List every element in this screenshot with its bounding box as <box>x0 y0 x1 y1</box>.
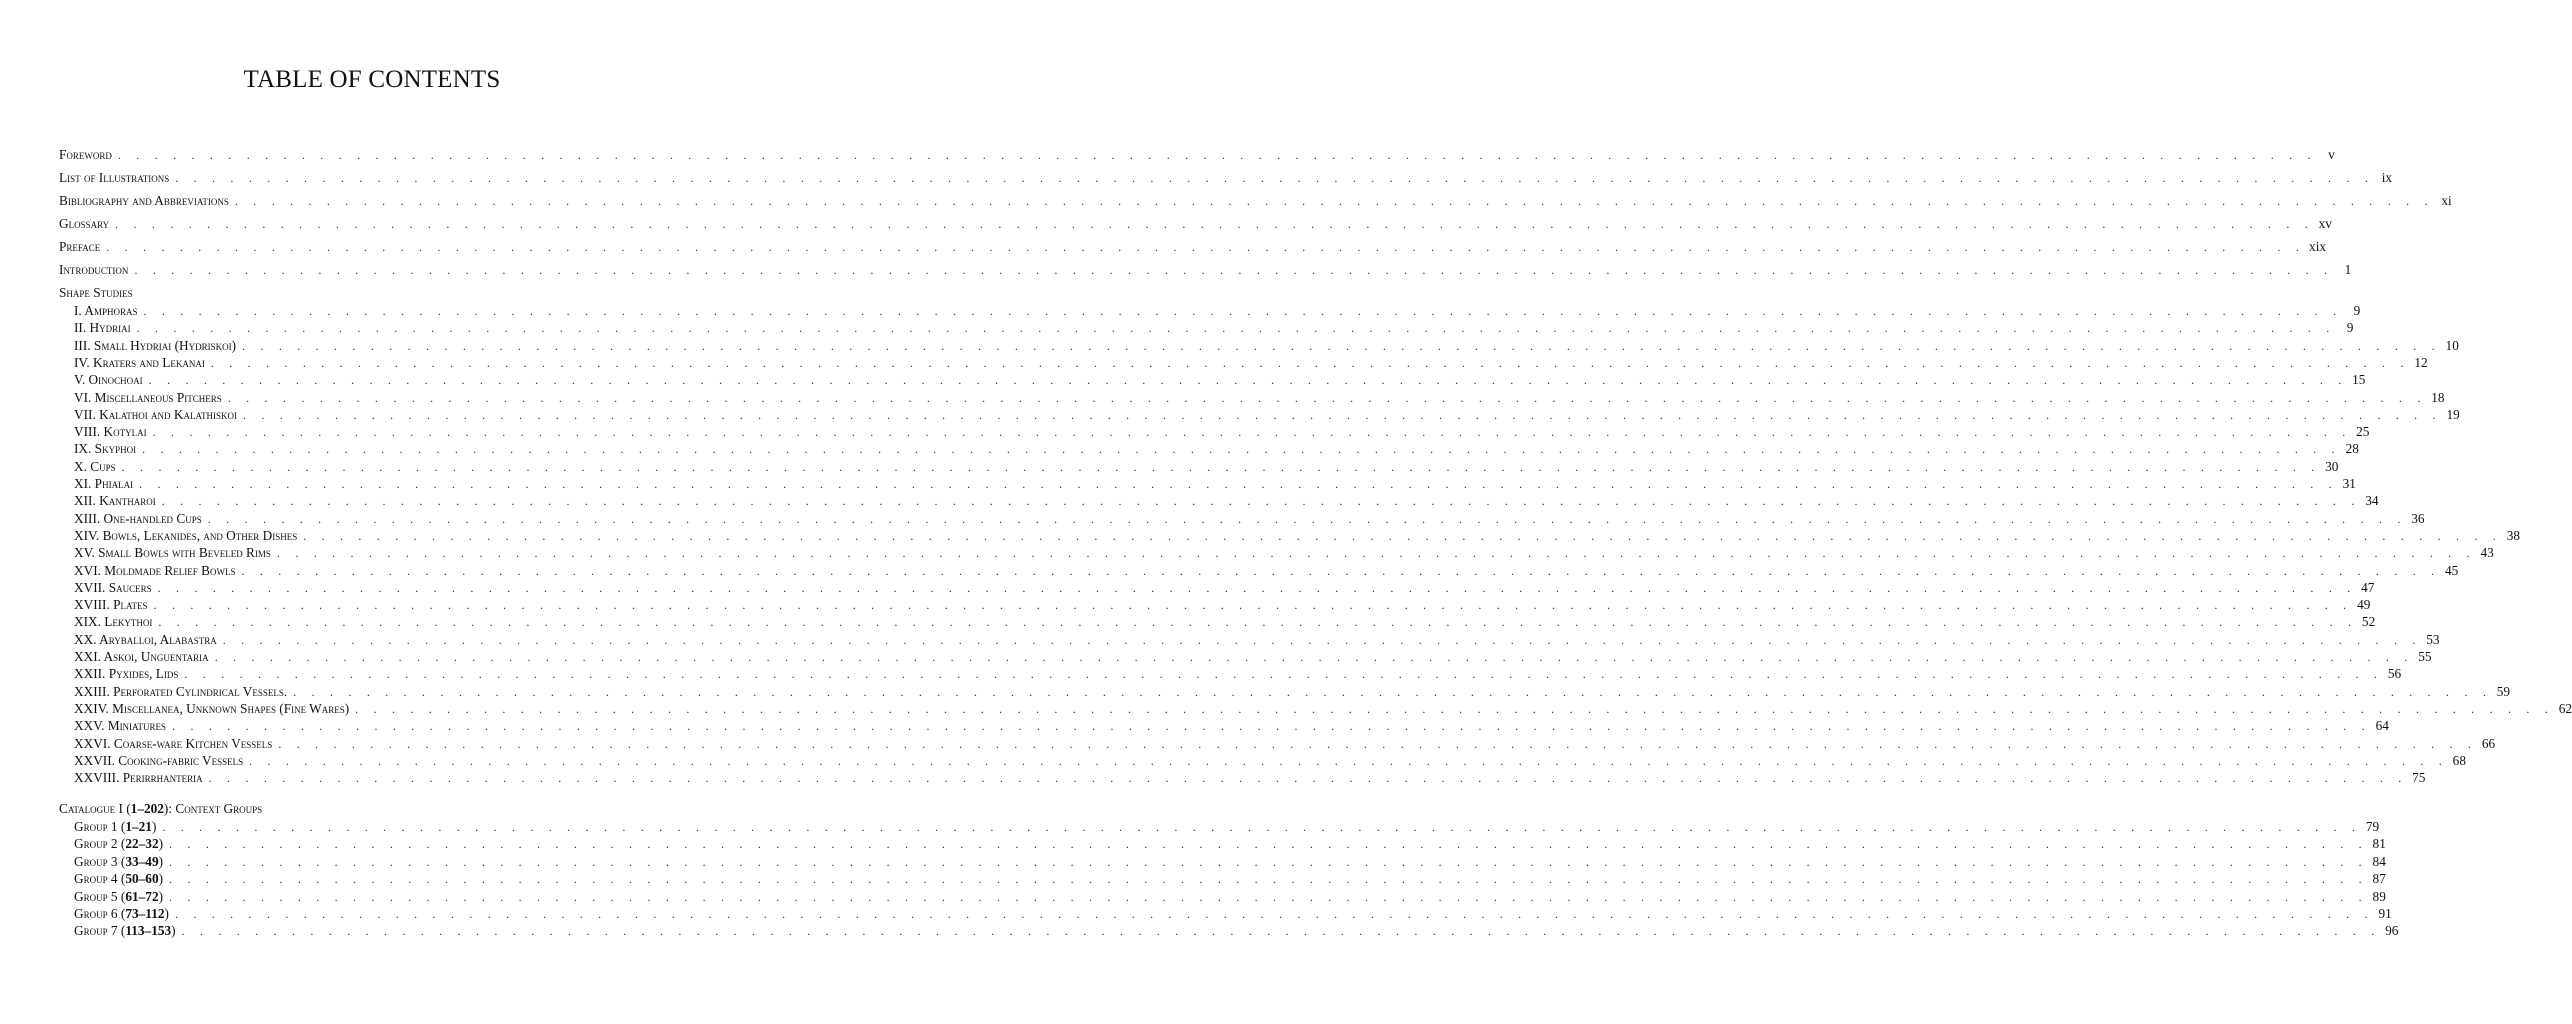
page-number: 31 <box>2342 476 2356 491</box>
entry-label: XI. Phialai <box>74 476 134 491</box>
toc-entry-glossary[interactable] <box>59 215 2332 233</box>
toc-entry-list-of-illustrations[interactable] <box>59 169 2393 187</box>
leader-dots: . . . . . . . . . . . . . . . . . . . . . . . . . . . . . . . . . . . . . . . . . . . . . . . . . . . . . . . . . . . . . . . . . . . . . . . . . . . . . . . . . . . . . . . . . . . . . . . . . . . . . . . . . . . . . . . . . . . . . . . . <box>148 373 2348 388</box>
entry-range: 113–153 <box>125 923 172 939</box>
entry-label: IV. Kraters and Lekanai <box>74 354 205 370</box>
entry-suffix: ) <box>158 853 164 869</box>
toc-entry[interactable] <box>74 648 2432 666</box>
leader-dots: . . . . . . . . . . . . . . . . . . . . . . . . . . . . . . . . . . . . . . . . . . . . . . . . . . . . . . . . . . . . . . . . . . . . . . . . . . . . . . . . . . . . . . . . . . . . . . . . . . . . . . . . . . . . . . . . . . . . . . . . <box>276 546 2476 561</box>
leader-dots: . . . . . . . . . . . . . . . . . . . . . . . . . . . . . . . . . . . . . . . . . . . . . . . . . . . . . . . . . . . . . . . . . . . . . . . . . . . . . . . . . . . . . . . . . . . . . . . . . . . . . . . . . . . . . . . . . . . . . . . . <box>134 263 2334 277</box>
entry-label: XXIII. Perforated Cylindrical Vessels. <box>74 683 288 699</box>
entry-prefix: Group 4 ( <box>74 871 126 887</box>
leader-dots: . . . . . . . . . . . . . . . . . . . . . . . . . . . . . . . . . . . . . . . . . . . . . . . . . . . . . . . . . . . . . . . . . . . . . . . . . . . . . . . . . . . . . . . . . . . . . . . . . . . . . . . . . . . . . . . . . . . . . . . . <box>169 889 2368 904</box>
page-number: 79 <box>2365 819 2380 834</box>
toc-entry[interactable] <box>74 579 2375 597</box>
page-number: 68 <box>2452 752 2466 768</box>
leader-dots: . . . . . . . . . . . . . . . . . . . . . . . . . . . . . . . . . . . . . . . . . . . . . . . . . . . . . . . . . . . . . . . . . . . . . . . . . . . . . . . . . . . . . . . . . . . . . . . . . . . . . . . . . . . . . . . . . . . . . . . . <box>355 701 2554 716</box>
page-number: 52 <box>2361 614 2376 630</box>
toc-entry-introduction[interactable] <box>59 261 2352 279</box>
entry-label <box>74 888 163 906</box>
leader-dots: . . . . . . . . . . . . . . . . . . . . . . . . . . . . . . . . . . . . . . . . . . . . . . . . . . . . . . . . . . . . . . . . . . . . . . . . . . . . . . . . . . . . . . . . . . . . . . . . . . . . . . . . . . . . . . . . . . . . . . . . <box>115 217 2314 231</box>
entry-label: Preface <box>59 239 101 254</box>
entry-label: XXI. Askoi, Unguentaria <box>74 649 209 664</box>
entry-range: 61–72 <box>125 888 159 904</box>
leader-dots: . . . . . . . . . . . . . . . . . . . . . . . . . . . . . . . . . . . . . . . . . . . . . . . . . . . . . . . . . . . . . . . . . . . . . . . . . . . . . . . . . . . . . . . . . . . . . . . . . . . . . . . . . . . . . . . . . . . . . . . . <box>184 667 2384 682</box>
toc-entry[interactable] <box>74 596 2371 614</box>
entry-label: XVI. Moldmade Relief Bowls <box>74 562 236 578</box>
entry-suffix: ) <box>158 871 164 887</box>
leader-dots: . . . . . . . . . . . . . . . . . . . . . . . . . . . . . . . . . . . . . . . . . . . . . . . . . . . . . . . . . . . . . . . . . . . . . . . . . . . . . . . . . . . . . . . . . . . . . . . . . . . . . . . . . . . . . . . . . . . . . . . . <box>222 632 2422 647</box>
entry-label <box>74 922 176 940</box>
entry-label: XXV. Miniatures <box>74 718 167 734</box>
toc-entry-foreword[interactable] <box>59 146 2335 164</box>
page-number: 10 <box>2445 337 2459 353</box>
entry-suffix: ) <box>171 923 176 939</box>
entry-label: XX. Aryballoi, Alabastra <box>74 631 217 647</box>
entry-range: 73–112 <box>125 906 165 921</box>
entry-prefix: Group 6 ( <box>74 906 126 921</box>
toc-entry[interactable] <box>74 423 2370 441</box>
section-heading-catalogue <box>59 800 262 818</box>
toc-entry[interactable] <box>74 717 2389 735</box>
leader-dots: . . . . . . . . . . . . . . . . . . . . . . . . . . . . . . . . . . . . . . . . . . . . . . . . . . . . . . . . . . . . . . . . . . . . . . . . . . . . . . . . . . . . . . . . . . . . . . . . . . . . . . . . . . . . . . . . . . . . . . . . <box>161 494 2361 509</box>
toc-entry[interactable] <box>74 613 2376 631</box>
leader-dots: . . . . . . . . . . . . . . . . . . . . . . . . . . . . . . . . . . . . . . . . . . . . . . . . . . . . . . . . . . . . . . . . . . . . . . . . . . . . . . . . . . . . . . . . . . . . . . . . . . . . . . . . . . . . . . . . . . . . . . . . <box>169 854 2368 869</box>
entry-label: IX. Skyphoi <box>74 441 137 457</box>
toc-entry[interactable] <box>74 389 2445 407</box>
entry-prefix: Group 2 ( <box>74 836 126 852</box>
leader-dots: . . . . . . . . . . . . . . . . . . . . . . . . . . . . . . . . . . . . . . . . . . . . . . . . . . . . . . . . . . . . . . . . . . . . . . . . . . . . . . . . . . . . . . . . . . . . . . . . . . . . . . . . . . . . . . . . . . . . . . . . <box>139 477 2338 491</box>
leader-dots: . . . . . . . . . . . . . . . . . . . . . . . . . . . . . . . . . . . . . . . . . . . . . . . . . . . . . . . . . . . . . . . . . . . . . . . . . . . . . . . . . . . . . . . . . . . . . . . . . . . . . . . . . . . . . . . . . . . . . . . . <box>214 650 2414 664</box>
leader-dots: . . . . . . . . . . . . . . . . . . . . . . . . . . . . . . . . . . . . . . . . . . . . . . . . . . . . . . . . . . . . . . . . . . . . . . . . . . . . . . . . . . . . . . . . . . . . . . . . . . . . . . . . . . . . . . . . . . . . . . . . <box>210 355 2410 370</box>
leader-dots: . . . . . . . . . . . . . . . . . . . . . . . . . . . . . . . . . . . . . . . . . . . . . . . . . . . . . . . . . . . . . . . . . . . . . . . . . . . . . . . . . . . . . . . . . . . . . . . . . . . . . . . . . . . . . . . . . . . . . . . . <box>153 598 2353 613</box>
toc-entry[interactable] <box>74 700 2572 718</box>
toc-entry[interactable] <box>74 562 2459 580</box>
toc-entry[interactable] <box>74 631 2440 649</box>
entry-range: 33–49 <box>125 853 159 869</box>
toc-entry[interactable] <box>74 818 2380 836</box>
page-number: 18 <box>2431 389 2445 405</box>
leader-dots: . . . . . . . . . . . . . . . . . . . . . . . . . . . . . . . . . . . . . . . . . . . . . . . . . . . . . . . . . . . . . . . . . . . . . . . . . . . . . . . . . . . . . . . . . . . . . . . . . . . . . . . . . . . . . . . . . . . . . . . . <box>152 425 2352 440</box>
leader-dots: . . . . . . . . . . . . . . . . . . . . . . . . . . . . . . . . . . . . . . . . . . . . . . . . . . . . . . . . . . . . . . . . . . . . . . . . . . . . . . . . . . . . . . . . . . . . . . . . . . . . . . . . . . . . . . . . . . . . . . . . <box>242 407 2442 422</box>
page-number: 55 <box>2418 649 2432 664</box>
section-heading-shape-studies: Shape Studies <box>59 285 133 300</box>
page-number: 28 <box>2345 441 2359 457</box>
leader-dots: . . . . . . . . . . . . . . . . . . . . . . . . . . . . . . . . . . . . . . . . . . . . . . . . . . . . . . . . . . . . . . . . . . . . . . . . . . . . . . . . . . . . . . . . . . . . . . . . . . . . . . . . . . . . . . . . . . . . . . . . <box>227 390 2427 405</box>
leader-dots: . . . . . . . . . . . . . . . . . . . . . . . . . . . . . . . . . . . . . . . . . . . . . . . . . . . . . . . . . . . . . . . . . . . . . . . . . . . . . . . . . . . . . . . . . . . . . . . . . . . . . . . . . . . . . . . . . . . . . . . . <box>158 615 2358 630</box>
toc-entry[interactable] <box>74 527 2521 545</box>
entry-label <box>74 835 163 853</box>
toc-entry[interactable] <box>74 440 2359 458</box>
page-number: 9 <box>2353 303 2361 318</box>
leader-dots: . . . . . . . . . . . . . . . . . . . . . . . . . . . . . . . . . . . . . . . . . . . . . . . . . . . . . . . . . . . . . . . . . . . . . . . . . . . . . . . . . . . . . . . . . . . . . . . . . . . . . . . . . . . . . . . . . . . . . . . . <box>242 338 2441 353</box>
entry-label <box>74 905 169 923</box>
leader-dots: . . . . . . . . . . . . . . . . . . . . . . . . . . . . . . . . . . . . . . . . . . . . . . . . . . . . . . . . . . . . . . . . . . . . . . . . . . . . . . . . . . . . . . . . . . . . . . . . . . . . . . . . . . . . . . . . . . . . . . . . <box>169 872 2368 887</box>
page-number: 12 <box>2414 354 2428 370</box>
toc-entry[interactable] <box>74 406 2460 424</box>
entry-label: List of Illustrations <box>59 170 170 185</box>
heading-prefix: Catalogue I ( <box>59 801 131 816</box>
entry-label: VI. Miscellaneous Pitchers <box>74 389 222 405</box>
entry-suffix: ) <box>164 906 169 921</box>
entry-range: 1–21 <box>125 819 152 834</box>
toc-entry[interactable] <box>74 683 2511 701</box>
entry-label: V. Oinochoai <box>74 372 143 388</box>
page-number: xv <box>2318 216 2332 231</box>
page-number: 15 <box>2352 372 2366 388</box>
page-number: 53 <box>2426 631 2440 647</box>
entry-label: II. Hydriai <box>74 320 131 336</box>
toc-entry[interactable] <box>74 769 2426 787</box>
entry-suffix: ) <box>158 836 164 852</box>
page-number: 47 <box>2361 579 2375 595</box>
page-number: xi <box>2441 193 2452 208</box>
page-number: 75 <box>2412 770 2426 786</box>
toc-entry[interactable] <box>74 319 2354 337</box>
page-number: 84 <box>2372 853 2386 869</box>
entry-prefix: Group 1 ( <box>74 819 126 834</box>
entry-label: Foreword <box>59 147 112 162</box>
toc-entry[interactable] <box>74 905 2392 923</box>
page-number: ix <box>2381 170 2393 185</box>
entry-label <box>74 870 163 888</box>
leader-dots: . . . . . . . . . . . . . . . . . . . . . . . . . . . . . . . . . . . . . . . . . . . . . . . . . . . . . . . . . . . . . . . . . . . . . . . . . . . . . . . . . . . . . . . . . . . . . . . . . . . . . . . . . . . . . . . . . . . . . . . . <box>121 459 2321 474</box>
leader-dots: . . . . . . . . . . . . . . . . . . . . . . . . . . . . . . . . . . . . . . . . . . . . . . . . . . . . . . . . . . . . . . . . . . . . . . . . . . . . . . . . . . . . . . . . . . . . . . . . . . . . . . . . . . . . . . . . . . . . . . . . <box>172 719 2371 734</box>
heading-range: 1–202 <box>130 801 164 816</box>
entry-label: XIII. One-handled Cups <box>74 510 202 526</box>
leader-dots: . . . . . . . . . . . . . . . . . . . . . . . . . . . . . . . . . . . . . . . . . . . . . . . . . . . . . . . . . . . . . . . . . . . . . . . . . . . . . . . . . . . . . . . . . . . . . . . . . . . . . . . . . . . . . . . . . . . . . . . . <box>175 171 2375 185</box>
page-number: 43 <box>2480 545 2494 561</box>
page-number: 56 <box>2387 666 2402 682</box>
toc-entry[interactable] <box>74 544 2494 562</box>
leader-dots: . . . . . . . . . . . . . . . . . . . . . . . . . . . . . . . . . . . . . . . . . . . . . . . . . . . . . . . . . . . . . . . . . . . . . . . . . . . . . . . . . . . . . . . . . . . . . . . . . . . . . . . . . . . . . . . . . . . . . . . . <box>303 528 2503 543</box>
leader-dots: . . . . . . . . . . . . . . . . . . . . . . . . . . . . . . . . . . . . . . . . . . . . . . . . . . . . . . . . . . . . . . . . . . . . . . . . . . . . . . . . . . . . . . . . . . . . . . . . . . . . . . . . . . . . . . . . . . . . . . . . <box>207 511 2407 526</box>
page-number: 91 <box>2378 906 2392 921</box>
leader-dots: . . . . . . . . . . . . . . . . . . . . . . . . . . . . . . . . . . . . . . . . . . . . . . . . . . . . . . . . . . . . . . . . . . . . . . . . . . . . . . . . . . . . . . . . . . . . . . . . . . . . . . . . . . . . . . . . . . . . . . . . <box>117 148 2317 162</box>
page-number: 9 <box>2346 320 2354 336</box>
toc-entry[interactable] <box>74 853 2386 871</box>
toc-entry[interactable] <box>74 922 2399 940</box>
entry-suffix: ) <box>158 888 164 904</box>
entry-label <box>74 853 163 871</box>
toc-entry[interactable] <box>74 665 2402 683</box>
page-number: 89 <box>2372 888 2386 904</box>
leader-dots: . . . . . . . . . . . . . . . . . . . . . . . . . . . . . . . . . . . . . . . . . . . . . . . . . . . . . . . . . . . . . . . . . . . . . . . . . . . . . . . . . . . . . . . . . . . . . . . . . . . . . . . . . . . . . . . . . . . . . . . . <box>208 771 2408 786</box>
page-number: xix <box>2309 239 2327 254</box>
leader-dots: . . . . . . . . . . . . . . . . . . . . . . . . . . . . . . . . . . . . . . . . . . . . . . . . . . . . . . . . . . . . . . . . . . . . . . . . . . . . . . . . . . . . . . . . . . . . . . . . . . . . . . . . . . . . . . . . . . . . . . . . <box>169 837 2368 852</box>
toc-entry-bibliography[interactable] <box>59 192 2452 210</box>
toc-entry[interactable] <box>74 475 2356 493</box>
entry-label: XXII. Pyxides, Lids <box>74 666 179 682</box>
entry-label: VII. Kalathoi and Kalathiskoi <box>74 406 237 422</box>
heading-suffix: ): Context Groups <box>163 801 263 816</box>
leader-dots: . . . . . . . . . . . . . . . . . . . . . . . . . . . . . . . . . . . . . . . . . . . . . . . . . . . . . . . . . . . . . . . . . . . . . . . . . . . . . . . . . . . . . . . . . . . . . . . . . . . . . . . . . . . . . . . . . . . . . . . . <box>249 753 2448 768</box>
toc-entry[interactable] <box>74 735 2496 753</box>
toc-entry[interactable] <box>74 752 2466 770</box>
entry-label: VIII. Kotylai <box>74 424 147 440</box>
entry-label: X. Cups <box>74 458 116 474</box>
leader-dots: . . . . . . . . . . . . . . . . . . . . . . . . . . . . . . . . . . . . . . . . . . . . . . . . . . . . . . . . . . . . . . . . . . . . . . . . . . . . . . . . . . . . . . . . . . . . . . . . . . . . . . . . . . . . . . . . . . . . . . . . <box>181 924 2381 939</box>
leader-dots: . . . . . . . . . . . . . . . . . . . . . . . . . . . . . . . . . . . . . . . . . . . . . . . . . . . . . . . . . . . . . . . . . . . . . . . . . . . . . . . . . . . . . . . . . . . . . . . . . . . . . . . . . . . . . . . . . . . . . . . . <box>106 240 2306 254</box>
page-number: 45 <box>2445 562 2459 578</box>
entry-label: XXVI. Coarse-ware Kitchen Vessels <box>74 735 273 751</box>
toc-entry[interactable] <box>74 492 2379 510</box>
toc-entry[interactable] <box>74 510 2425 528</box>
toc-entry-preface[interactable] <box>59 238 2327 256</box>
entry-prefix: Group 3 ( <box>74 853 126 869</box>
entry-label: XIX. Lekythoi <box>74 614 153 630</box>
leader-dots: . . . . . . . . . . . . . . . . . . . . . . . . . . . . . . . . . . . . . . . . . . . . . . . . . . . . . . . . . . . . . . . . . . . . . . . . . . . . . . . . . . . . . . . . . . . . . . . . . . . . . . . . . . . . . . . . . . . . . . . . <box>157 580 2357 595</box>
leader-dots: . . . . . . . . . . . . . . . . . . . . . . . . . . . . . . . . . . . . . . . . . . . . . . . . . . . . . . . . . . . . . . . . . . . . . . . . . . . . . . . . . . . . . . . . . . . . . . . . . . . . . . . . . . . . . . . . . . . . . . . . <box>278 736 2478 751</box>
page-number: 38 <box>2506 527 2521 543</box>
page-number: 96 <box>2385 923 2399 939</box>
toc-entry[interactable] <box>74 835 2386 853</box>
entry-label: XIV. Bowls, Lekanides, and Other Dishes <box>74 527 298 543</box>
page-number: 25 <box>2356 424 2370 440</box>
page-number: 66 <box>2481 735 2496 751</box>
page-number: 30 <box>2325 458 2339 474</box>
entry-label: Bibliography and Abbreviations <box>59 193 229 208</box>
leader-dots: . . . . . . . . . . . . . . . . . . . . . . . . . . . . . . . . . . . . . . . . . . . . . . . . . . . . . . . . . . . . . . . . . . . . . . . . . . . . . . . . . . . . . . . . . . . . . . . . . . . . . . . . . . . . . . . . . . . . . . . . <box>241 563 2441 578</box>
entry-label: Introduction <box>59 262 129 277</box>
entry-label <box>74 818 156 836</box>
toc-entry[interactable] <box>74 302 2361 320</box>
entry-range: 50–60 <box>125 871 159 887</box>
leader-dots: . . . . . . . . . . . . . . . . . . . . . . . . . . . . . . . . . . . . . . . . . . . . . . . . . . . . . . . . . . . . . . . . . . . . . . . . . . . . . . . . . . . . . . . . . . . . . . . . . . . . . . . . . . . . . . . . . . . . . . . . <box>142 442 2341 457</box>
page-number: 1 <box>2344 262 2352 277</box>
entry-label: XVIII. Plates <box>74 597 148 613</box>
toc-entry[interactable] <box>74 458 2339 476</box>
page-number: 34 <box>2365 493 2379 509</box>
leader-dots: . . . . . . . . . . . . . . . . . . . . . . . . . . . . . . . . . . . . . . . . . . . . . . . . . . . . . . . . . . . . . . . . . . . . . . . . . . . . . . . . . . . . . . . . . . . . . . . . . . . . . . . . . . . . . . . . . . . . . . . . <box>136 321 2336 336</box>
entry-label: XII. Kantharoi <box>74 493 156 509</box>
page-title: TABLE OF CONTENTS <box>243 66 501 93</box>
page-number: 81 <box>2372 836 2386 852</box>
toc-entry[interactable] <box>74 354 2428 372</box>
page-number: 62 <box>2558 700 2572 716</box>
entry-label: XXVII. Cooking-fabric Vessels <box>74 752 244 768</box>
leader-dots: . . . . . . . . . . . . . . . . . . . . . . . . . . . . . . . . . . . . . . . . . . . . . . . . . . . . . . . . . . . . . . . . . . . . . . . . . . . . . . . . . . . . . . . . . . . . . . . . . . . . . . . . . . . . . . . . . . . . . . . . <box>174 907 2374 921</box>
toc-entry[interactable] <box>74 371 2366 389</box>
entry-suffix: ) <box>151 819 157 834</box>
page-number: 19 <box>2446 406 2460 422</box>
entry-label: XXVIII. Perirrhanteria <box>74 770 203 786</box>
page-number: 59 <box>2496 683 2511 699</box>
entry-label: XV. Small Bowls with Beveled Rims <box>74 545 271 561</box>
toc-entry[interactable] <box>74 888 2386 906</box>
page-number: v <box>2328 147 2335 162</box>
leader-dots: . . . . . . . . . . . . . . . . . . . . . . . . . . . . . . . . . . . . . . . . . . . . . . . . . . . . . . . . . . . . . . . . . . . . . . . . . . . . . . . . . . . . . . . . . . . . . . . . . . . . . . . . . . . . . . . . . . . . . . . . <box>234 194 2434 208</box>
leader-dots: . . . . . . . . . . . . . . . . . . . . . . . . . . . . . . . . . . . . . . . . . . . . . . . . . . . . . . . . . . . . . . . . . . . . . . . . . . . . . . . . . . . . . . . . . . . . . . . . . . . . . . . . . . . . . . . . . . . . . . . . <box>143 304 2343 318</box>
leader-dots: . . . . . . . . . . . . . . . . . . . . . . . . . . . . . . . . . . . . . . . . . . . . . . . . . . . . . . . . . . . . . . . . . . . . . . . . . . . . . . . . . . . . . . . . . . . . . . . . . . . . . . . . . . . . . . . . . . . . . . . . <box>162 820 2362 834</box>
toc-entry[interactable] <box>74 870 2386 888</box>
page-number: 49 <box>2357 597 2371 613</box>
entry-label: Glossary <box>59 216 110 231</box>
page-number: 36 <box>2411 510 2425 526</box>
entry-prefix: Group 7 ( <box>74 923 126 939</box>
toc-entry[interactable] <box>74 337 2459 355</box>
page-number: 87 <box>2372 871 2386 887</box>
entry-range: 22–32 <box>125 836 159 852</box>
entry-label: XXIV. Miscellanea, Unknown Shapes (Fine Wares) <box>74 700 350 716</box>
page-number: 64 <box>2375 718 2389 734</box>
entry-label: III. Small Hydriai (Hydriskoi) <box>74 337 237 353</box>
leader-dots: . . . . . . . . . . . . . . . . . . . . . . . . . . . . . . . . . . . . . . . . . . . . . . . . . . . . . . . . . . . . . . . . . . . . . . . . . . . . . . . . . . . . . . . . . . . . . . . . . . . . . . . . . . . . . . . . . . . . . . . . <box>293 684 2493 699</box>
entry-label: I. Amphoras <box>74 303 138 318</box>
entry-label: XVII. Saucers <box>74 579 152 595</box>
entry-prefix: Group 5 ( <box>74 888 126 904</box>
